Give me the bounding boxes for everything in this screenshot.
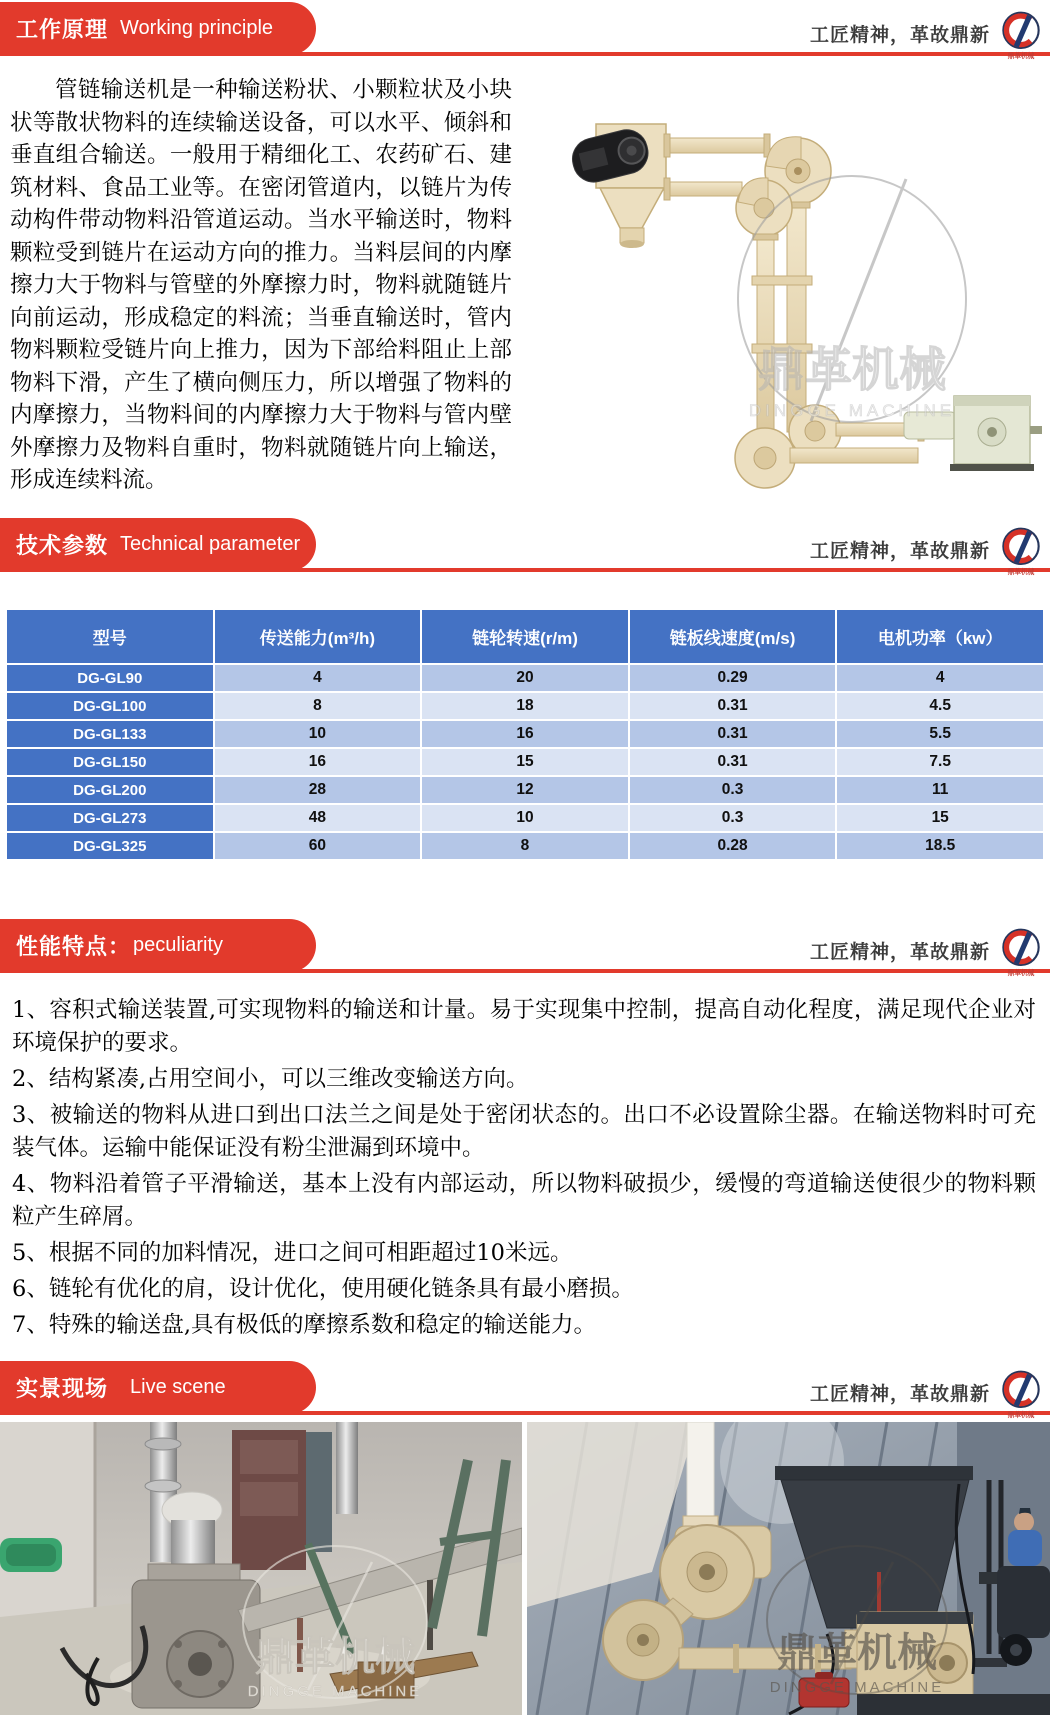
brand-slogan (810, 927, 1042, 979)
tube-chain-conveyor-illustration (514, 74, 1042, 508)
banner-title-en: Live scene (130, 1376, 226, 1398)
model-cell: DG-GL90 (6, 664, 214, 692)
table-row: DG-GL273 48 10 0.3 15 (6, 804, 1044, 832)
feature-item: 3、被输送的物料从进口到出口法兰之间是处于密闭状态的。出口不必设置除尘器。在输送物料时可充装气体。运输中能保证没有粉尘泄漏到环境中。 (12, 1102, 1036, 1161)
banner-pill (0, 2, 316, 55)
section-banner-peculiarity (0, 917, 1050, 975)
banner-title-en: Working principle (120, 17, 274, 39)
product-figure (512, 74, 1044, 508)
section-banner-working-principle (0, 0, 1050, 58)
features-list (0, 975, 1050, 1359)
banner-title-en: Technical parameter (120, 533, 301, 555)
feature-item: 7、特殊的输送盘,具有极低的摩擦系数和稳定的输送能力。 (12, 1312, 596, 1338)
slogan-text: 工匠精神，革故鼎新 (809, 942, 990, 963)
technical-parameter-table (5, 608, 1045, 861)
banner-title-cn: 技术参数 (16, 533, 109, 558)
table-row: DG-GL90 4 20 0.29 4 (6, 664, 1044, 692)
model-cell: DG-GL150 (6, 748, 214, 776)
svg-text:鼎革机械: 鼎革机械 (1007, 52, 1035, 60)
banner-title-cn: 性能特点： (16, 934, 132, 959)
svg-text:鼎革机械: 鼎革机械 (758, 343, 946, 396)
section-banner-live-scene (0, 1359, 1050, 1417)
brand-slogan (810, 526, 1042, 578)
slogan-text: 工匠精神，革故鼎新 (809, 25, 990, 46)
model-cell: DG-GL200 (6, 776, 214, 804)
feature-item: 5、根据不同的加料情况，进口之间可相距超过10米远。 (12, 1240, 573, 1266)
table-row: DG-GL133 10 16 0.31 5.5 (6, 720, 1044, 748)
banner-pill (0, 919, 316, 972)
live-scene-photo-right (527, 1422, 1050, 1715)
feature-item: 4、物料沿着管子平滑输送，基本上没有内部运动，所以物料破损少，缓慢的弯道输送使很少的物料颗粒产生碎屑。 (12, 1171, 1036, 1230)
column-header: 型号 (6, 609, 214, 664)
table-row: DG-GL150 16 15 0.31 7.5 (6, 748, 1044, 776)
brand-slogan (810, 1369, 1042, 1421)
svg-text:鼎革机械: 鼎革机械 (777, 1631, 937, 1675)
banner-title-cn: 工作原理 (16, 17, 109, 42)
table-header-row (6, 609, 1044, 664)
table-row: DG-GL200 28 12 0.3 11 (6, 776, 1044, 804)
table-row: DG-GL325 60 8 0.28 18.5 (6, 832, 1044, 860)
banner-title-cn: 实景现场 (16, 1376, 109, 1401)
brand-logo-icon (1000, 927, 1042, 979)
svg-text:鼎革机械: 鼎革机械 (1007, 568, 1035, 576)
feature-item: 2、结构紧凑,占用空间小，可以三维改变输送方向。 (12, 1066, 529, 1092)
section-banner-technical-parameter (0, 516, 1050, 574)
svg-text:DINGGE MACHINE: DINGGE MACHINE (247, 1683, 423, 1700)
column-header: 链轮转速(r/m) (421, 609, 629, 664)
model-cell: DG-GL273 (6, 804, 214, 832)
feature-item: 1、容积式输送装置,可实现物料的输送和计量。易于实现集中控制，提高自动化程度，满足现代企业对环境保护的要求。 (12, 997, 1036, 1056)
brand-logo-icon (1000, 1369, 1042, 1421)
brand-logo-icon (1000, 10, 1042, 62)
working-principle-section (0, 58, 1050, 516)
brand-slogan (810, 10, 1042, 62)
banner-pill (0, 518, 316, 571)
live-scene-photos (0, 1422, 1050, 1715)
table-row: DG-GL100 8 18 0.31 4.5 (6, 692, 1044, 720)
column-header: 电机功率（kw） (836, 609, 1044, 664)
svg-text:鼎革机械: 鼎革机械 (1007, 1411, 1035, 1419)
feature-item: 6、链轮有优化的肩，设计优化，使用硬化链条具有最小磨损。 (12, 1276, 634, 1302)
model-cell: DG-GL133 (6, 720, 214, 748)
svg-text:DINGGE MACHINE: DINGGE MACHINE (769, 1679, 945, 1696)
working-principle-paragraph: 管链输送机是一种输送粉状、小颗粒状及小块状等散状物料的连续输送设备，可以水平、倾斜和垂直组合输送。一般用于精细化工、农药矿石、建筑材料、食品工业等。在密闭管道内，以链片为传动构件带动物料沿管道运动。当水平输送时，物料颗粒受到链片在运动方向的推力。当料层间的内摩擦力大于物料与管壁的外摩擦力时，物料就随链片向前运动，形成稳定的料流；当垂直输送时，管内物料颗粒受链片向上推力，因为下部给料阻止上部物料下滑，产生了横向侧压力，所以增强了物料的内摩擦力，当物料间的内摩擦力大于物料与管内壁外摩擦力及物料自重时，物料就随链片向上输送，形成连续料流。 (10, 77, 512, 493)
svg-text:DINGGE MACHINE: DINGGE MACHINE (748, 401, 956, 420)
banner-title-en: peculiarity (133, 934, 224, 956)
column-header: 传送能力(m³/h) (214, 609, 422, 664)
column-header: 链板线速度(m/s) (629, 609, 837, 664)
model-cell: DG-GL325 (6, 832, 214, 860)
model-cell: DG-GL100 (6, 692, 214, 720)
brand-logo-icon (1000, 526, 1042, 578)
slogan-text: 工匠精神，革故鼎新 (809, 1384, 990, 1405)
slogan-text: 工匠精神，革故鼎新 (809, 541, 990, 562)
banner-pill (0, 1361, 316, 1414)
live-scene-photo-left (0, 1422, 522, 1715)
svg-text:鼎革机械: 鼎革机械 (1007, 969, 1035, 977)
svg-text:鼎革机械: 鼎革机械 (255, 1635, 415, 1679)
